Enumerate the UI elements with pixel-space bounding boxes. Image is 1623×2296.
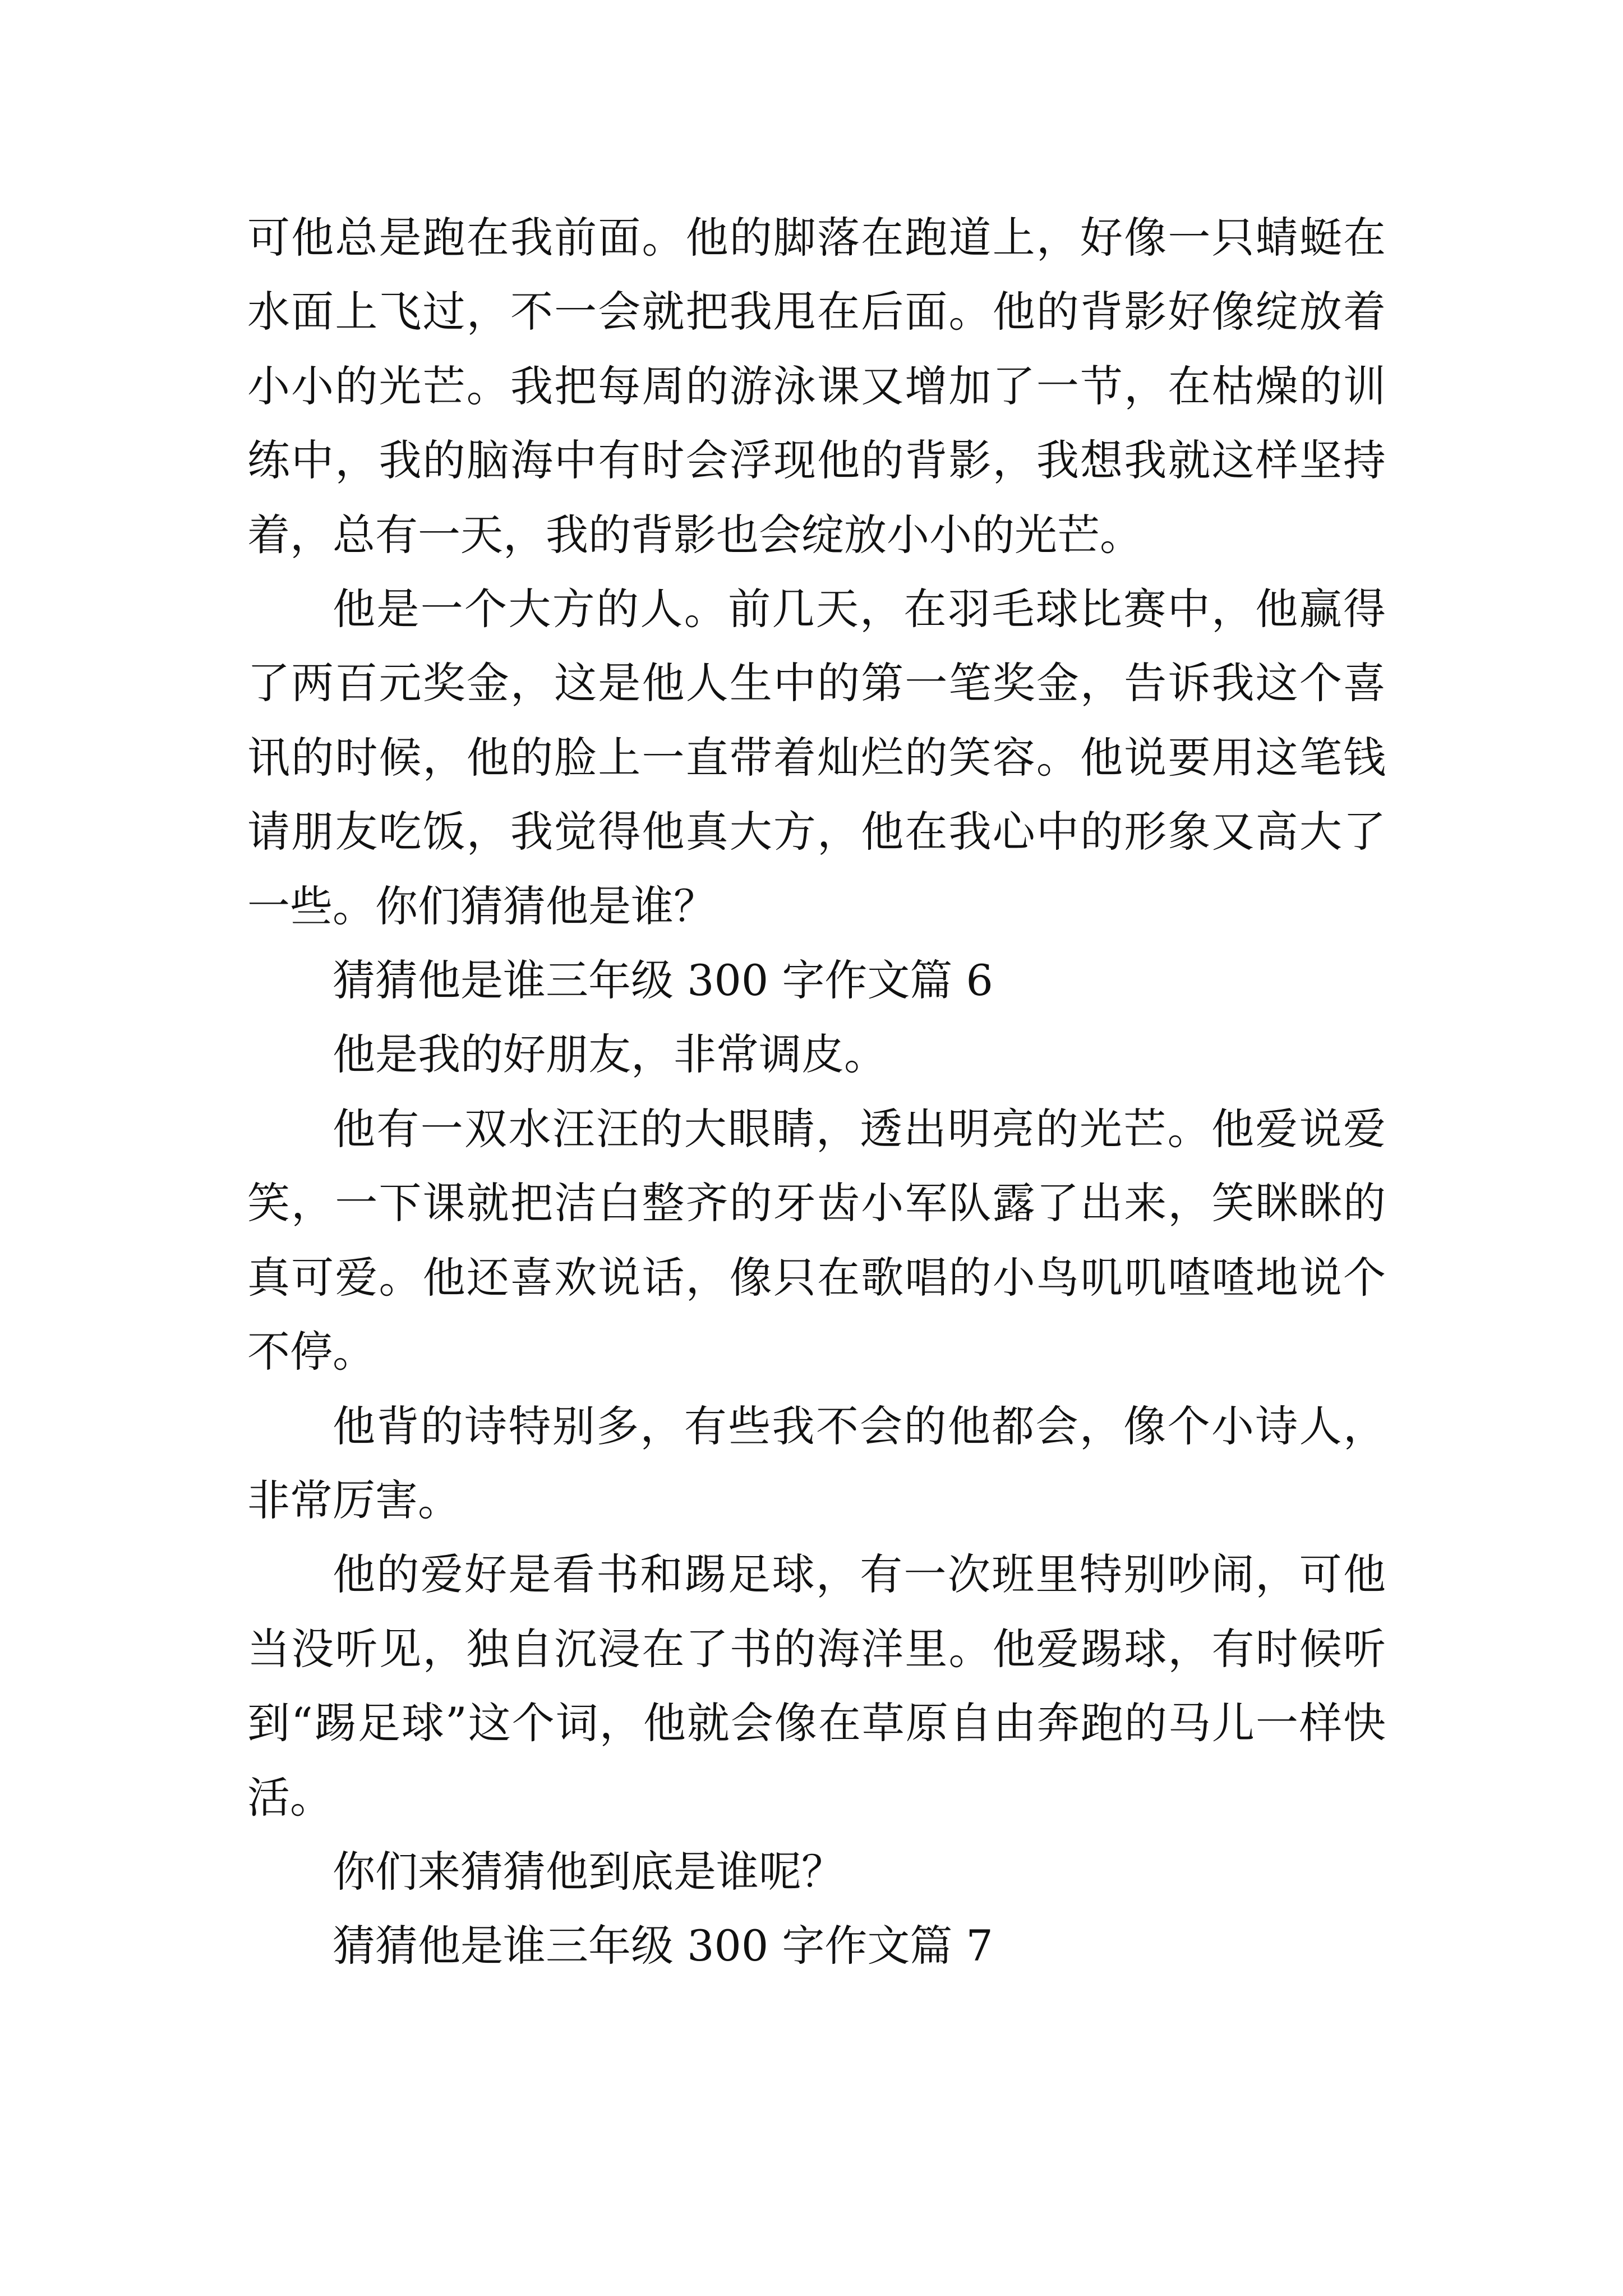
- paragraph-1: 可他总是跑在我前面。他的脚落在跑道上，好像一只蜻蜓在水面上飞过，不一会就把我甩在后面。他的背影好像绽放着小小的光芒。我把每周的游泳课又增加了一节，在枯燥的训练中，我的脑海中有时会浮现他的背影，我想我就这样坚持着，总有一天，我的背影也会绽放小小的光芒。: [247, 213, 1386, 560]
- section-heading-7: 猜猜他是谁三年级 300 字作文篇 7: [333, 1921, 993, 1971]
- paragraph-4: 他有一双水汪汪的大眼睛，透出明亮的光芒。他爱说爱笑，一下课就把洁白整齐的牙齿小军队露了出来，笑眯眯的真可爱。他还喜欢说话，像只在歌唱的小鸟叽叽喳喳地说个不停。: [247, 1103, 1386, 1377]
- paragraph-6: 他的爱好是看书和踢足球，有一次班里特别吵闹，可他当没听见，独自沉浸在了书的海洋里。他爱踢球，有时候听到“踢足球”这个词，他就会像在草原自由奔跑的马儿一样快活。: [247, 1549, 1386, 1823]
- section-heading-6: 猜猜他是谁三年级 300 字作文篇 6: [333, 955, 993, 1006]
- paragraph-7: 你们来猜猜他到底是谁呢？: [333, 1846, 844, 1897]
- article-body: [247, 201, 1386, 1984]
- paragraph-5: 他背的诗特别多，有些我不会的他都会，像个小诗人，非常厉害。: [247, 1401, 1386, 1525]
- paragraph-3: 他是我的好朋友，非常调皮。: [333, 1029, 887, 1080]
- paragraph-2: 他是一个大方的人。前几天，在羽毛球比赛中，他赢得了两百元奖金，这是他人生中的第一笔奖金，告诉我这个喜讯的时候，他的脸上一直带着灿烂的笑容。他说要用这笔钱请朋友吃饭，我觉得他真大方，他在我心中的形象又高大了一些。你们猜猜他是谁？: [247, 584, 1386, 931]
